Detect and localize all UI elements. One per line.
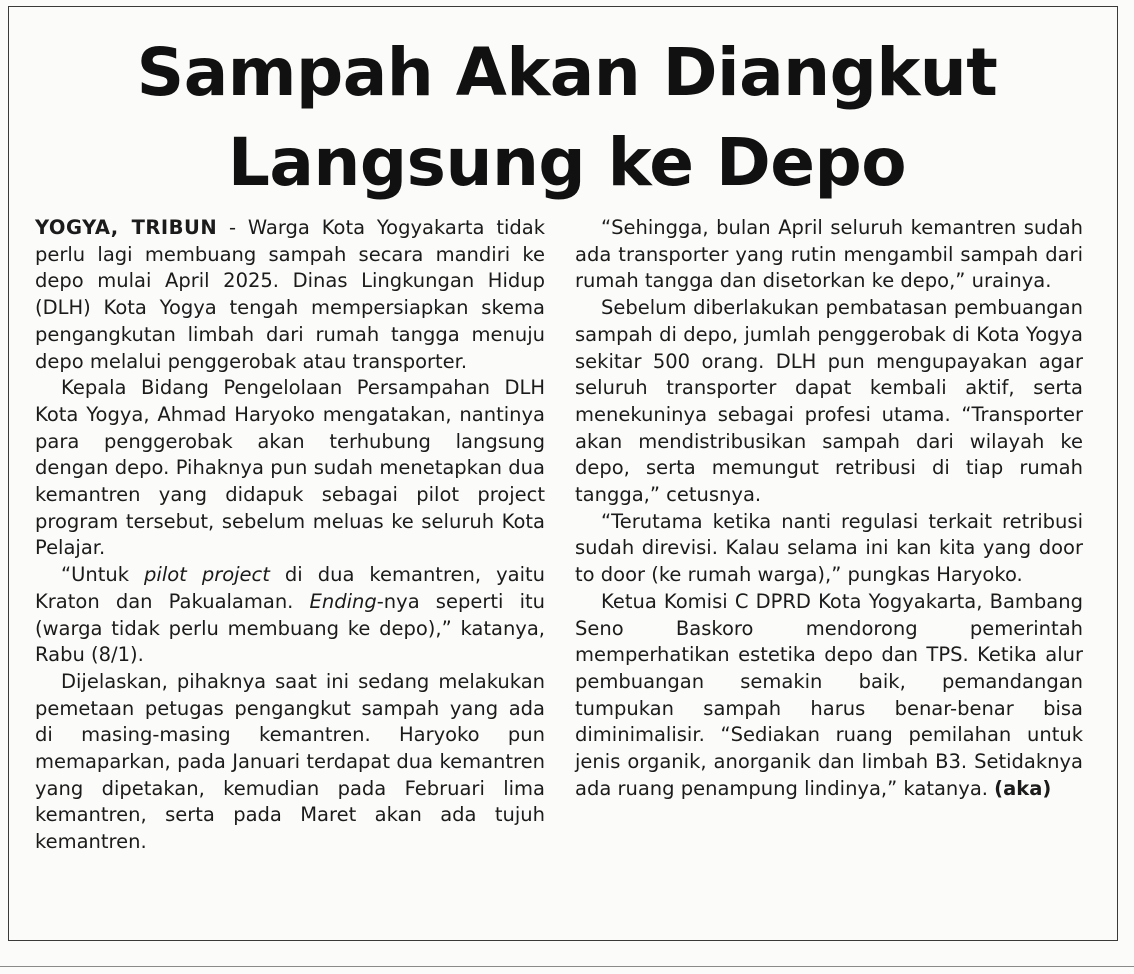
author-byline: (aka) [994, 776, 1052, 800]
article-paragraph-5: “Sehingga, bulan April seluruh kemantren sudah ada transporter yang rutin mengambil sampah dari rumah tangga dan disetorkan ke depo,” urainya. [575, 216, 1083, 293]
article-column-left [35, 215, 545, 856]
article-column-right [575, 215, 1083, 802]
dateline: YOGYA, TRIBUN [35, 216, 218, 239]
headline-line-1: Sampah Akan Diangkut [136, 34, 998, 111]
page-bottom-rule [0, 966, 1134, 967]
article-paragraph-2: Kepala Bidang Pengelolaan Persampahan DLH Kota Yogya, Ahmad Haryoko mengatakan, nantinya para penggerobak akan terhubung langsung dengan depo. Pihaknya pun sudah menetapkan dua kemantren yang didapuk sebagai pilot project program tersebut, sebelum meluas ke seluruh Kota Pelajar. [35, 376, 545, 560]
article-paragraph-4: Dijelaskan, pihaknya saat ini sedang melakukan pemetaan petugas pengangkut sampah yang ada di masing-masing kemantren. Haryoko pun memaparkan, pada Januari terdapat dua kemantren yang dipetakan, kemudian pada Februari lima kemantren, serta pada Maret akan ada tujuh kemantren. [35, 669, 545, 854]
paragraph-3-italic-b: Ending [309, 589, 377, 613]
paragraph-3-text-c: di dua kemantren, yaitu Kraton dan Pakualaman. [35, 563, 545, 613]
article-paragraph-3 [35, 562, 545, 669]
article-paragraph-8 [575, 589, 1083, 803]
article-paragraph-7: “Terutama ketika nanti regulasi terkait retribusi sudah direvisi. Kalau selama ini kan kita yang door to door (ke rumah warga),” pungkas Haryoko. [575, 509, 1083, 587]
paragraph-8-text: Ketua Komisi C DPRD Kota Yogyakarta, Bambang Seno Baskoro mendorong pemerintah memperhatikan estetika depo dan TPS. Ketika alur pembuangan semakin baik, pemandangan tumpukan sampah harus benar-benar bisa diminimalisir. “Sediakan ruang pemilahan untuk jenis organik, anorganik dan limbah B3. Setidaknya ada ruang penampung lindinya,” katanya. [575, 589, 1083, 800]
paragraph-3-italic-a: pilot project [144, 563, 270, 587]
paragraph-3-text-e: -nya seperti itu (warga tidak perlu membuang ke depo),” katanya, Rabu (8/1). [35, 589, 545, 667]
article-paragraph-1 [35, 215, 545, 375]
article-paragraph-6: Sebelum diberlakukan pembatasan pembuangan sampah di depo, jumlah penggerobak di Kota Yogya sekitar 500 orang. DLH pun mengupayakan agar seluruh transporter dapat kembali aktif, serta menekuninya sebagai profesi utama. “Transporter akan mendistribusikan sampah dari wilayah ke depo, serta memungut retribusi di tiap rumah tangga,” cetusnya. [575, 296, 1083, 507]
paragraph-1-text: - Warga Kota Yogyakarta tidak perlu lagi membuang sampah secara mandiri ke depo mulai April 2025. Dinas Lingkungan Hidup (DLH) Kota Yogya tengah mempersiapkan skema pengangkutan limbah dari rumah tangga menuju depo melalui penggerobak atau transporter. [35, 216, 545, 373]
headline-line-2: Langsung ke Depo [227, 124, 907, 201]
headline [0, 28, 1134, 208]
paragraph-3-text-a: “Untuk [61, 563, 145, 587]
